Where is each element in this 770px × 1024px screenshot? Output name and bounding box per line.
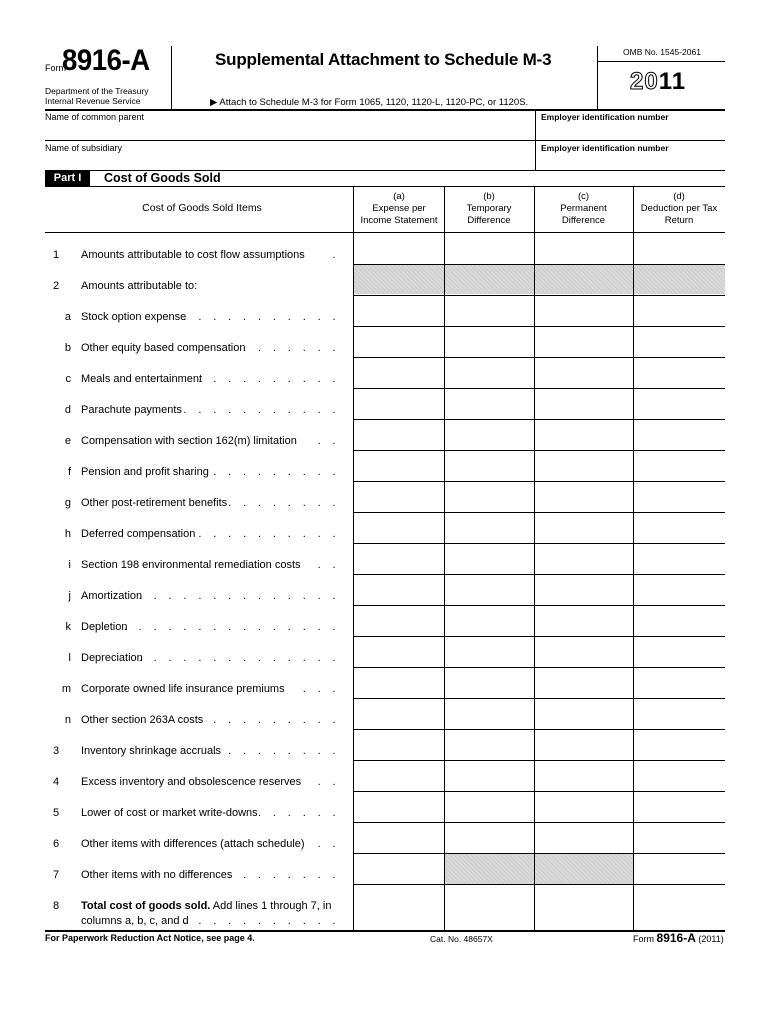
leader-dots: . . . . . . . . . . . <box>183 404 340 416</box>
amount-input-a[interactable] <box>355 298 442 323</box>
amount-input-c[interactable] <box>536 453 631 478</box>
amount-input-a[interactable] <box>355 577 442 602</box>
omb-number: OMB No. 1545-2061 <box>623 47 701 57</box>
amount-input-d[interactable] <box>635 422 723 447</box>
form-word: Form <box>45 63 66 73</box>
amount-input-a[interactable] <box>355 453 442 478</box>
leader-dots: . . . . . . . . . . . <box>183 915 340 927</box>
column-header-d <box>633 191 725 227</box>
amount-input-c[interactable] <box>536 484 631 509</box>
amount-input-b[interactable] <box>446 298 532 323</box>
subsidiary-input[interactable] <box>90 155 530 169</box>
form-number: 8916-A <box>62 44 150 77</box>
leader-dots: . . . . . . . . . . <box>198 373 340 385</box>
paperwork-notice: For Paperwork Reduction Act Notice, see page 4. <box>45 933 255 943</box>
amount-input-d[interactable] <box>635 608 723 633</box>
line-letter: n <box>64 714 71 726</box>
amount-input-a[interactable] <box>355 329 442 354</box>
amount-input-c[interactable] <box>536 608 631 633</box>
amount-input-d[interactable] <box>635 236 723 261</box>
amount-input-c[interactable] <box>536 422 631 447</box>
part-title: Cost of Goods Sold <box>104 171 221 185</box>
line-description: Other section 263A costs <box>81 714 204 726</box>
amount-input-d[interactable] <box>635 391 723 416</box>
amount-input-b[interactable] <box>446 670 532 695</box>
amount-input-a[interactable] <box>355 422 442 447</box>
amount-input-d[interactable] <box>635 577 723 602</box>
column-d-letter: (d) <box>673 191 685 202</box>
line-description: Lower of cost or market write-downs <box>81 807 258 819</box>
parent-ein-label: Employer identification number <box>541 112 669 122</box>
amount-input-b[interactable] <box>446 484 532 509</box>
line-number: 2 <box>52 280 60 292</box>
amount-input-a[interactable] <box>355 608 442 633</box>
amount-input-d[interactable] <box>635 546 723 571</box>
line-letter: e <box>64 435 71 447</box>
amount-input-b[interactable] <box>446 360 532 385</box>
column-b-line2: Difference <box>467 215 511 226</box>
amount-input-a[interactable] <box>355 546 442 571</box>
line-description: Inventory shrinkage accruals <box>81 745 222 757</box>
column-c-line1: Permanent <box>560 203 607 214</box>
tax-year <box>630 68 686 96</box>
amount-input-d[interactable] <box>635 794 723 819</box>
amount-input-b[interactable] <box>446 577 532 602</box>
leader-dots: . . <box>317 838 340 850</box>
line-number: 6 <box>52 838 60 850</box>
subsidiary-label: Name of subsidiary <box>45 143 123 153</box>
line-description: Other post-retirement benefits <box>81 497 228 509</box>
leader-dots: . . . <box>302 683 340 695</box>
line-description: Other equity based compensation <box>81 342 246 354</box>
column-d-line2: Return <box>664 215 694 226</box>
leader-dots: . . . . . . . <box>243 342 340 354</box>
part-tag: Part I <box>45 171 90 186</box>
amount-input-c[interactable] <box>536 825 631 850</box>
leader-dots: . . . . . . . . <box>228 497 340 509</box>
line-letter: l <box>68 652 71 664</box>
column-header-b <box>444 191 534 227</box>
amount-input-a[interactable] <box>355 825 442 850</box>
amount-input-c[interactable] <box>536 639 631 664</box>
line-description: Corporate owned life insurance premiums <box>81 683 285 695</box>
amount-input-d[interactable] <box>635 763 723 788</box>
leader-dots: . <box>332 249 340 261</box>
leader-dots: . . . . . . . . . . <box>198 528 340 540</box>
subsidiary-ein-label: Employer identification number <box>541 143 669 153</box>
leader-dots: . . <box>317 435 340 447</box>
column-c-line2: Difference <box>561 215 606 226</box>
leader-dots: . . . . . . . . . . <box>198 714 340 726</box>
leader-dots: . . <box>317 776 340 788</box>
amount-input-b[interactable] <box>446 825 532 850</box>
common-parent-label: Name of common parent <box>45 112 145 122</box>
line-description: Compensation with section 162(m) limitation <box>81 435 297 447</box>
amount-input-d[interactable] <box>635 639 723 664</box>
amount-input-d[interactable] <box>635 329 723 354</box>
amount-input-b[interactable] <box>446 701 532 726</box>
column-a-line2: Income Statement <box>360 215 438 226</box>
form-title: Supplemental Attachment to Schedule M-3 <box>215 50 552 69</box>
amount-input-d[interactable] <box>635 298 723 323</box>
line-letter: k <box>65 621 71 633</box>
column-b-line1: Temporary <box>466 203 512 214</box>
amount-input-a[interactable] <box>355 794 442 819</box>
line-description: Stock option expense <box>81 311 187 323</box>
line-description <box>81 900 331 912</box>
amount-input-a[interactable] <box>355 701 442 726</box>
amount-input-a[interactable] <box>355 639 442 664</box>
line-description: Depletion <box>81 621 128 633</box>
amount-input-b[interactable] <box>446 794 532 819</box>
line-number: 7 <box>52 869 60 881</box>
amount-input-c[interactable] <box>536 515 631 540</box>
footer-year: (2011) <box>698 934 724 944</box>
items-column-header: Cost of Goods Sold Items <box>142 202 262 214</box>
line-description: Amounts attributable to: <box>81 280 198 292</box>
leader-dots: . . . . . . . . <box>228 869 340 881</box>
attach-instruction: ▶ Attach to Schedule M-3 for Form 1065, 1120, 1120-L, 1120-PC, or 1120S. <box>210 97 529 108</box>
amount-input-c[interactable] <box>536 360 631 385</box>
amount-input-d[interactable] <box>635 670 723 695</box>
column-header-c <box>534 191 633 227</box>
amount-input-d[interactable] <box>635 453 723 478</box>
parent-ein-input[interactable] <box>541 124 721 138</box>
amount-input-c[interactable] <box>536 329 631 354</box>
amount-input-b[interactable] <box>446 515 532 540</box>
line-number: 8 <box>52 900 60 912</box>
total-input-c[interactable] <box>536 887 631 927</box>
leader-dots: . . . . . . . . . . . . . . . <box>123 621 340 633</box>
amount-input-a[interactable] <box>355 515 442 540</box>
amount-input-c[interactable] <box>536 391 631 416</box>
footer-form-word: Form <box>633 934 654 944</box>
leader-dots: . . . . . . . . . . . . . . <box>138 652 340 664</box>
amount-input-b[interactable] <box>446 608 532 633</box>
amount-input-c[interactable] <box>536 763 631 788</box>
line-description: Pension and profit sharing <box>81 466 209 478</box>
column-b-letter: (b) <box>483 191 495 202</box>
line-description: Amounts attributable to cost flow assumptions <box>81 249 305 261</box>
line-description: Depreciation <box>81 652 143 664</box>
column-c-letter: (c) <box>577 191 590 202</box>
line-description: Excess inventory and obsolescence reserves <box>81 776 302 788</box>
amount-input-b[interactable] <box>446 453 532 478</box>
amount-input-c[interactable] <box>536 298 631 323</box>
total-input-d[interactable] <box>635 887 723 927</box>
amount-input-c[interactable] <box>536 546 631 571</box>
amount-input-a[interactable] <box>355 670 442 695</box>
leader-dots: . . . . . . . . . <box>213 466 340 478</box>
line-letter: i <box>68 559 71 571</box>
amount-input-d[interactable] <box>635 360 723 385</box>
amount-input-a[interactable] <box>355 360 442 385</box>
line-letter: b <box>64 342 71 354</box>
shaded-row-7-bc <box>445 853 633 885</box>
amount-input-a[interactable] <box>355 236 442 261</box>
line-number: 4 <box>52 776 60 788</box>
total-instruction: Add lines 1 through 7, in <box>210 900 332 912</box>
leader-dots: . . . . . . . . . <box>213 745 340 757</box>
amount-input-a[interactable] <box>355 763 442 788</box>
total-input-b[interactable] <box>446 887 532 927</box>
amount-input-a[interactable] <box>355 732 442 757</box>
footer-form-number: 8916-A <box>656 931 696 945</box>
amount-input-c[interactable] <box>536 732 631 757</box>
amount-input-b[interactable] <box>446 236 532 261</box>
column-a-line1: Expense per <box>372 203 426 214</box>
line-number: 5 <box>52 807 60 819</box>
amount-input-d[interactable] <box>635 701 723 726</box>
line-description: Deferred compensation <box>81 528 196 540</box>
subsidiary-ein-input[interactable] <box>541 155 721 169</box>
line-description: Parachute payments <box>81 404 182 416</box>
total-label: Total cost of goods sold. <box>81 900 211 912</box>
line-description: Meals and entertainment <box>81 373 203 385</box>
line-letter: a <box>64 311 71 323</box>
line-letter: d <box>64 404 71 416</box>
amount-input-c[interactable] <box>536 577 631 602</box>
department-name: Department of the Treasury <box>45 86 149 96</box>
department-block <box>45 86 175 106</box>
amount-input-d[interactable] <box>635 856 723 881</box>
total-columns-text: columns a, b, c, and d <box>81 915 189 927</box>
line-letter: c <box>65 373 71 385</box>
line-description: Other items with no differences <box>81 869 233 881</box>
amount-input-b[interactable] <box>446 732 532 757</box>
catalog-number: Cat. No. 48657X <box>430 934 493 944</box>
column-header-a <box>354 191 444 227</box>
line-letter: h <box>64 528 71 540</box>
line-description: Section 198 environmental remediation costs <box>81 559 301 571</box>
amount-input-b[interactable] <box>446 422 532 447</box>
common-parent-input[interactable] <box>90 124 530 138</box>
amount-input-c[interactable] <box>536 794 631 819</box>
line-letter: m <box>61 683 71 695</box>
line-description: Other items with differences (attach schedule) <box>81 838 305 850</box>
amount-input-b[interactable] <box>446 639 532 664</box>
total-input-a[interactable] <box>355 887 442 927</box>
line-letter: f <box>67 466 71 478</box>
agency-name: Internal Revenue Service <box>45 96 141 106</box>
line-letter: j <box>68 590 71 602</box>
amount-input-a[interactable] <box>355 484 442 509</box>
amount-input-d[interactable] <box>635 732 723 757</box>
line-number: 1 <box>52 249 60 261</box>
leader-dots: . . . . . . . . . . . . . . <box>138 590 340 602</box>
leader-dots: . . . . . . . . . . . <box>183 311 340 323</box>
amount-input-a[interactable] <box>355 856 442 881</box>
amount-input-c[interactable] <box>536 236 631 261</box>
shaded-row-2 <box>354 264 725 294</box>
amount-input-a[interactable] <box>355 391 442 416</box>
line-number: 3 <box>52 745 60 757</box>
tax-year-outline: 20 <box>630 68 659 95</box>
footer-form-id <box>633 931 724 945</box>
leader-dots: . . <box>317 559 340 571</box>
amount-input-b[interactable] <box>446 329 532 354</box>
tax-year-bold: 11 <box>658 68 687 95</box>
amount-input-d[interactable] <box>635 484 723 509</box>
line-letter: g <box>64 497 71 509</box>
amount-input-c[interactable] <box>536 701 631 726</box>
amount-input-b[interactable] <box>446 763 532 788</box>
leader-dots: . . . . . . <box>257 807 340 819</box>
column-a-letter: (a) <box>393 191 405 202</box>
amount-input-c[interactable] <box>536 670 631 695</box>
amount-input-d[interactable] <box>635 825 723 850</box>
amount-input-b[interactable] <box>446 546 532 571</box>
column-d-line1: Deduction per Tax <box>640 203 718 214</box>
amount-input-b[interactable] <box>446 391 532 416</box>
line-description: Amortization <box>81 590 143 602</box>
amount-input-d[interactable] <box>635 515 723 540</box>
